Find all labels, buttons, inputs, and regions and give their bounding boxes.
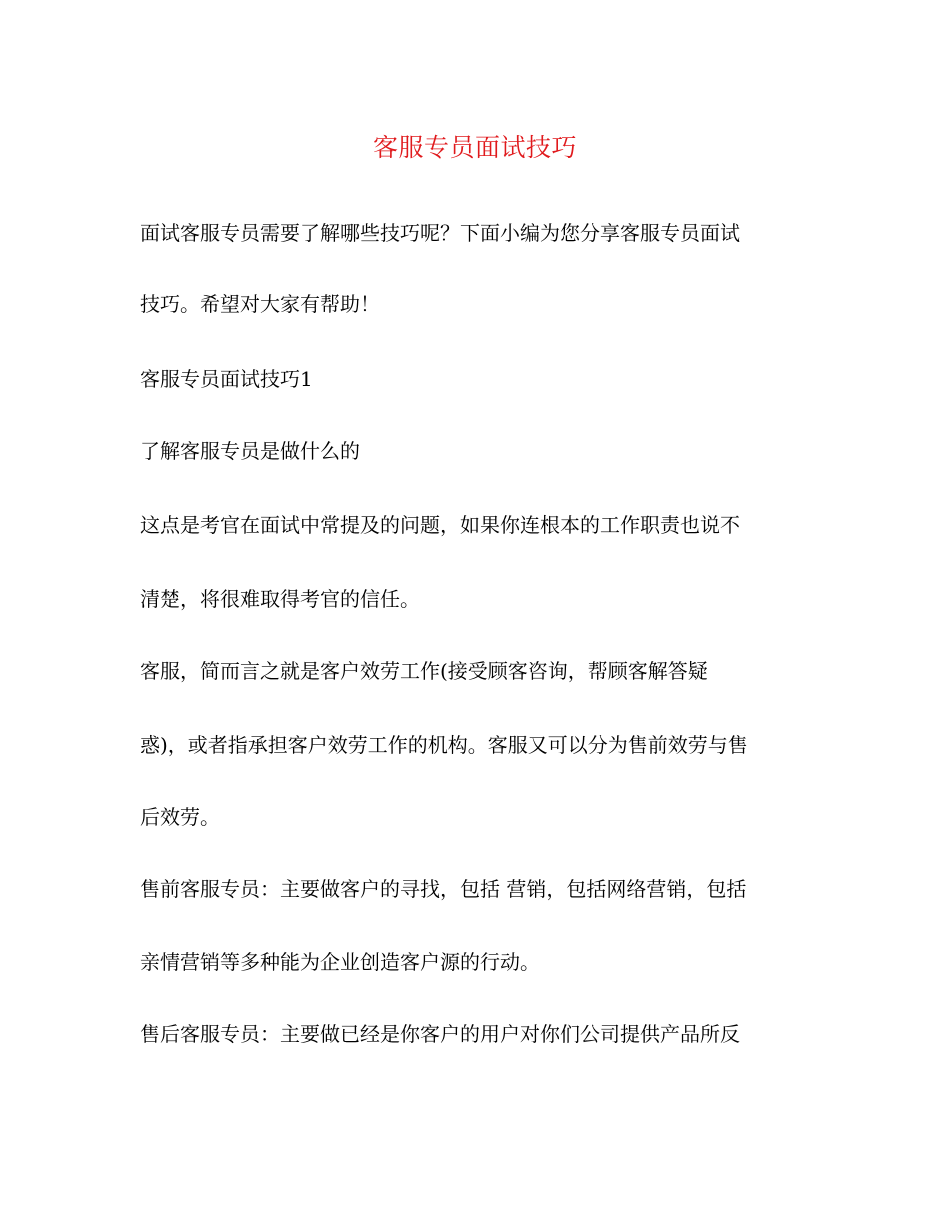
document-title: 客服专员面试技巧 — [372, 133, 577, 162]
paragraph-line: 惑)，或者指承担客户效劳工作的机构。客服又可以分为售前效劳与售 — [140, 733, 748, 757]
paragraph-line: 亲情营销等多种能为企业创造客户源的行动。 — [140, 950, 540, 974]
paragraph-line: 售前客服专员：主要做客户的寻找，包括 营销，包括网络营销，包括 — [140, 877, 747, 901]
section-heading: 客服专员面试技巧1 — [140, 367, 313, 391]
paragraph-line: 售后客服专员：主要做已经是你客户的用户对你们公司提供产品所反 — [140, 1022, 740, 1046]
subsection-heading: 了解客服专员是做什么的 — [140, 439, 360, 463]
paragraph-line: 面试客服专员需要了解哪些技巧呢？下面小编为您分享客服专员面试 — [140, 221, 740, 245]
paragraph-line: 这点是考官在面试中常提及的问题，如果你连根本的工作职责也说不 — [140, 513, 740, 537]
paragraph-line: 客服，简而言之就是客户效劳工作(接受顾客咨询，帮顾客解答疑 — [140, 659, 708, 683]
paragraph-line: 清楚，将很难取得考官的信任。 — [140, 587, 420, 611]
paragraph-line: 技巧。希望对大家有帮助！ — [140, 292, 380, 316]
paragraph-line: 后效劳。 — [140, 805, 220, 829]
